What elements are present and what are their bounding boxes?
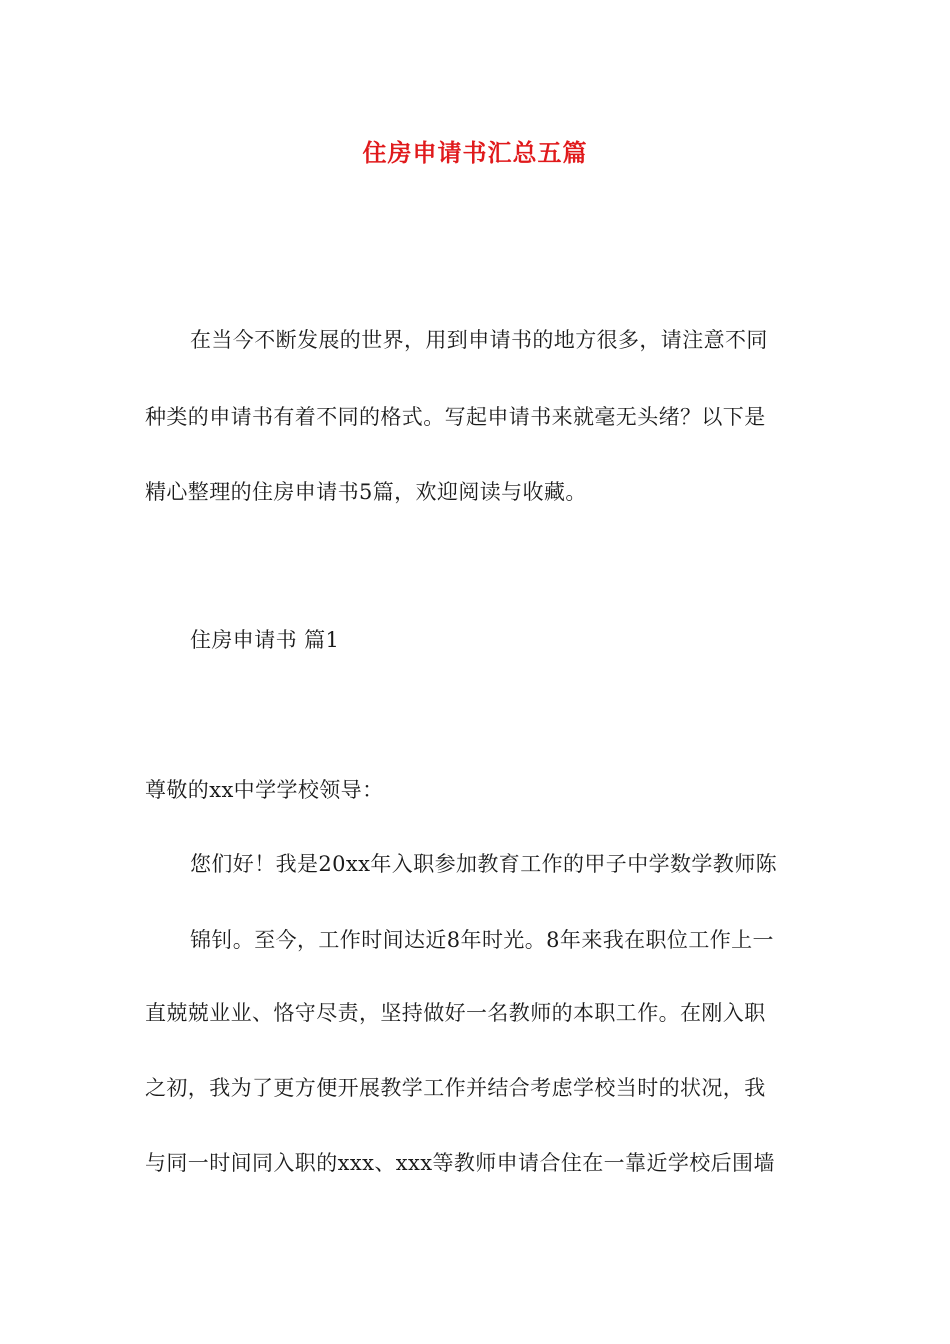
document-title: 住房申请书汇总五篇 bbox=[362, 139, 588, 167]
intro-line-1: 在当今不断发展的世界，用到申请书的地方很多，请注意不同 bbox=[190, 328, 768, 352]
body-line-5: 与同一时间同入职的xxx、xxx等教师申请合住在一靠近学校后围墙 bbox=[145, 1151, 775, 1175]
body-line-3: 直兢兢业业、恪守尽责，坚持做好一名教师的本职工作。在刚入职 bbox=[145, 1001, 766, 1025]
body-line-4: 之初，我为了更方便开展教学工作并结合考虑学校当时的状况，我 bbox=[145, 1076, 766, 1100]
intro-line-2: 种类的申请书有着不同的格式。写起申请书来就毫无头绪？以下是 bbox=[145, 405, 766, 429]
intro-line-3: 精心整理的住房申请书5篇，欢迎阅读与收藏。 bbox=[145, 480, 587, 504]
body-line-1: 您们好！我是20xx年入职参加教育工作的甲子中学数学教师陈 bbox=[190, 852, 778, 876]
section-heading: 住房申请书 篇1 bbox=[190, 628, 340, 652]
salutation: 尊敬的xx中学学校领导： bbox=[145, 778, 384, 802]
body-line-2: 锦钊。至今，工作时间达近8年时光。8年来我在职位工作上一 bbox=[190, 928, 774, 952]
